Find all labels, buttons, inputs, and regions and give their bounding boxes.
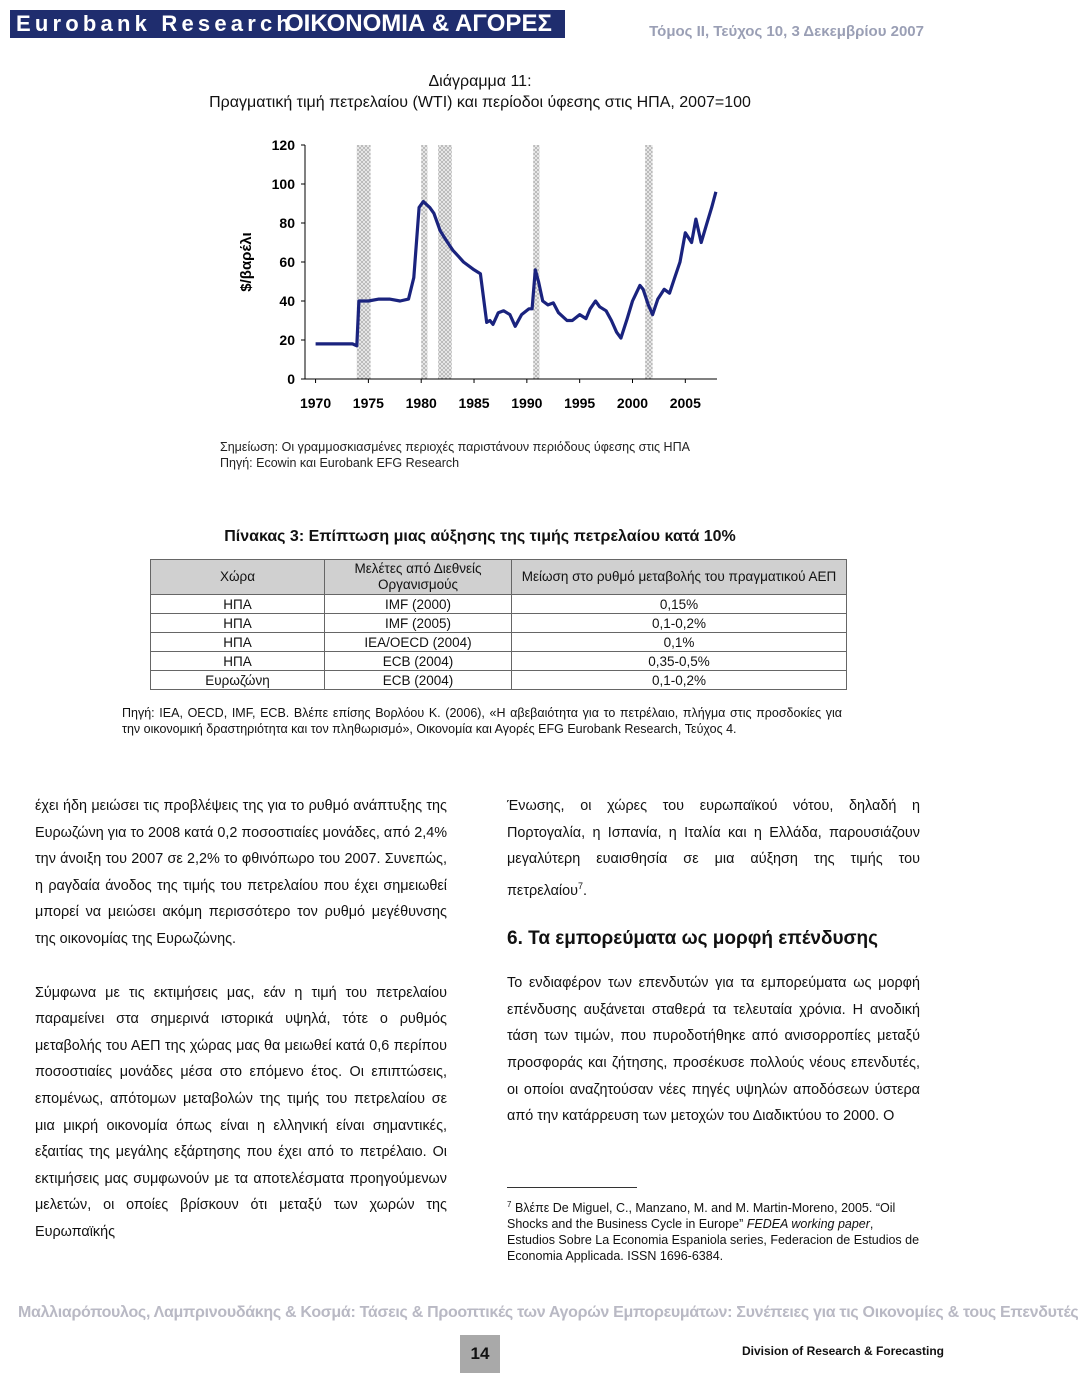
table-row [151, 595, 847, 614]
footnote-text-b: , Estudios Sobre La Economia Espaniola series, Federacion de Estudios de Economia Applicada. ISSN 1696-6384. [507, 1217, 920, 1264]
body-paragraph [507, 793, 920, 904]
body-paragraph: έχει ήδη μειώσει τις προβλέψεις της για το ρυθμό ανάπτυξης της Ευρωζώνη για το 2008 κατά 0,2 ποσοστιαίες μονάδες, από 2,4% την άνοιξη του 2007 σε 2,2% το φθινόπωρο του 2007. Συνεπώς, η ραγδαία άνοδος της τιμής του πετρελαίου που έχει σημειωθεί μπορεί να μειώσει ακόμη περισσότερο τον ρυθμό μεγέθυνσης της οικονομίας της Ευρωζώνης. [35, 798, 447, 947]
page-number: 14 [460, 1335, 500, 1373]
body-paragraph: Σύμφωνα με τις εκτιμήσεις μας, εάν η τιμή του πετρελαίου παραμείνει στα σημερινά ιστορικά υψηλά, τότε ο ρυθμός μεταβολής του ΑΕΠ της χώρας μας θα μειωθεί κατά 0,6 περίπου ποσοστιαίες μονάδες μέσα στο επόμενο έτος. Οι επιπτώσεις, επομένως, απότομων μεταβολών της τιμής του πετρελαίου σε μια μικρή οικονομία όπως είναι η ελληνική είναι σημαντικές, εξαιτίας της μεγάλης εξάρτησης που έχει από το πετρέλαιο. Οι εκτιμήσεις μας συμφωνούν με τα αποτελέσματα προηγούμενων μελετών, οι οποίες βρίσκουν ότι μεταξύ των χωρών της Ευρωπαϊκής [35, 984, 447, 1240]
footnote-text-a: Βλέπε De Miguel, C., Manzano, M. and M. Martin-Moreno, 2005. “Oil Shocks and the Business Cycle in Europe” [507, 1201, 896, 1232]
publication-title: ΟΙΚΟΝΟΜΙΑ & ΑΓΟΡΕΣ [285, 10, 552, 37]
cell-country: ΗΠΑ [151, 633, 325, 652]
y-tick-labels [272, 137, 305, 387]
cell-value: 0,1% [512, 633, 847, 652]
section-heading: 6. Τα εμπορεύματα ως μορφή επένδυσης [507, 928, 879, 950]
recession-band [357, 145, 371, 379]
cell-value: 0,15% [512, 595, 847, 614]
table-title: Πίνακας 3: Επίπτωση μιας αύξησης της τιμής πετρελαίου κατά 10% [224, 528, 736, 545]
footnote-number: 7 [507, 1200, 512, 1209]
recession-band [438, 145, 452, 379]
x-tick-label: 1990 [511, 395, 543, 411]
figure-label: Διάγραμμα 11: [428, 73, 532, 90]
y-tick-label: 40 [279, 293, 295, 309]
x-tick-label: 1985 [458, 395, 490, 411]
body-paragraph: Το ενδιαφέρον των επενδυτών για τα εμπορεύματα ως μορφή επένδυσης αυξάνεται σταθερά τα τελευταία χρόνια. Η ανοδική τάση των τιμών, που πυροδοτήθηκε από ανισορροπίες μεταξύ προσφοράς και ζήτησης, προσέκυσε πολλούς νέους επενδυτές, οι οποίοι αναζητούσαν νέες πηγές υψηλών αποδόσεων ύστερα από την κατάρρευση των μετοχών του Διαδικτύου το 2000. Ο [507, 975, 920, 1125]
paragraph-end: . [583, 882, 588, 899]
oil-price-chart [225, 125, 725, 425]
paragraph-text: Ένωσης, οι χώρες του ευρωπαϊκού νότου, δηλαδή η Πορτογαλία, η Ισπανία, η Ιταλία και η Ελλάδα, παρουσιάζουν μεγαλύτερη ευαισθησία σε μια αύξηση της τιμής του πετρελαίου [507, 798, 920, 899]
table-header-row [151, 560, 847, 595]
division-label: Division of Research & Forecasting [741, 1344, 944, 1358]
footer-authors: Μαλλιαρόπουλος, Λαμπρινουδάκης & Κοσμά: Τάσεις & Προοπτικές των Αγορών Εμπορευμάτων: Συνέπειες για τις Οικονομίες & τους Επενδυτές [18, 1304, 1078, 1321]
table-row [151, 671, 847, 690]
cell-value: 0,1-0,2% [512, 671, 847, 690]
y-axis-label: $/βαρέλι [238, 232, 255, 292]
issue-info: Τόμος ΙΙ, Τεύχος 10, 3 Δεκεμβρίου 2007 [649, 23, 924, 40]
x-tick-label: 1980 [405, 395, 437, 411]
x-tick-label: 2000 [616, 395, 649, 411]
table-row [151, 652, 847, 671]
y-tick-label: 0 [287, 371, 295, 387]
recession-band [421, 145, 427, 379]
cell-country: Ευρωζώνη [151, 671, 325, 690]
cell-value: 0,1-0,2% [512, 614, 847, 633]
x-tick-label: 1995 [564, 395, 596, 411]
cell-study: ECB (2004) [325, 652, 512, 671]
footnote [507, 1197, 920, 1264]
footnote-divider [507, 1187, 637, 1188]
footnote-text-em: FEDEA working paper [746, 1217, 870, 1232]
impact-table [150, 559, 847, 690]
cell-study: IEA/OECD (2004) [325, 633, 512, 652]
body-column-right [507, 793, 920, 1157]
figure-note: Σημείωση: Οι γραμμοσκιασμένες περιοχές παριστάνουν περιόδους ύφεσης στις ΗΠΑ [220, 440, 690, 454]
y-tick-label: 20 [279, 332, 295, 348]
table-row [151, 614, 847, 633]
figure-title: Πραγματική τιμή πετρελαίου (WTI) και περίοδοι ύφεσης στις ΗΠΑ, 2007=100 [209, 94, 751, 111]
recession-band [645, 145, 652, 379]
cell-country: ΗΠΑ [151, 652, 325, 671]
x-tick-labels [300, 379, 701, 411]
table-source: Πηγή: IEA, OECD, IMF, ECB. Βλέπε επίσης Βορλόου Κ. (2006), «Η αβεβαιότητα για το πετρέλαιο, πλήγμα στις προσδοκίες για την οικονομική δραστηριότητα και τον πληθωρισμό», Οικονομία και Αγορές EFG Eurobank Research, Τεύχος 4. [122, 706, 842, 736]
cell-study: IMF (2005) [325, 614, 512, 633]
x-tick-label: 1975 [352, 395, 384, 411]
cell-study: ECB (2004) [325, 671, 512, 690]
series-line-wti [316, 192, 716, 346]
y-tick-label: 80 [279, 215, 295, 231]
recession-band [533, 145, 539, 379]
y-tick-label: 100 [271, 176, 295, 192]
col-header-gdp: Μείωση στο ρυθμό μεταβολής του πραγματικού ΑΕΠ [512, 560, 847, 595]
body-column-left [35, 793, 447, 1273]
col-header-studies: Μελέτες από Διεθνείς Οργανισμούς [325, 560, 512, 595]
footnote-ref: 7 [578, 880, 584, 891]
cell-value: 0,35-0,5% [512, 652, 847, 671]
y-tick-label: 60 [279, 254, 295, 270]
table-row [151, 633, 847, 652]
figure-source: Πηγή: Ecowin και Eurobank EFG Research [220, 456, 460, 470]
cell-study: IMF (2000) [325, 595, 512, 614]
y-tick-label: 120 [271, 137, 295, 153]
cell-country: ΗΠΑ [151, 614, 325, 633]
x-tick-label: 1970 [299, 395, 332, 411]
col-header-country: Χώρα [151, 560, 325, 595]
x-tick-label: 2005 [669, 395, 701, 411]
brand-logo: Eurobank Research [16, 11, 295, 36]
cell-country: ΗΠΑ [151, 595, 325, 614]
recession-bands [357, 145, 653, 379]
